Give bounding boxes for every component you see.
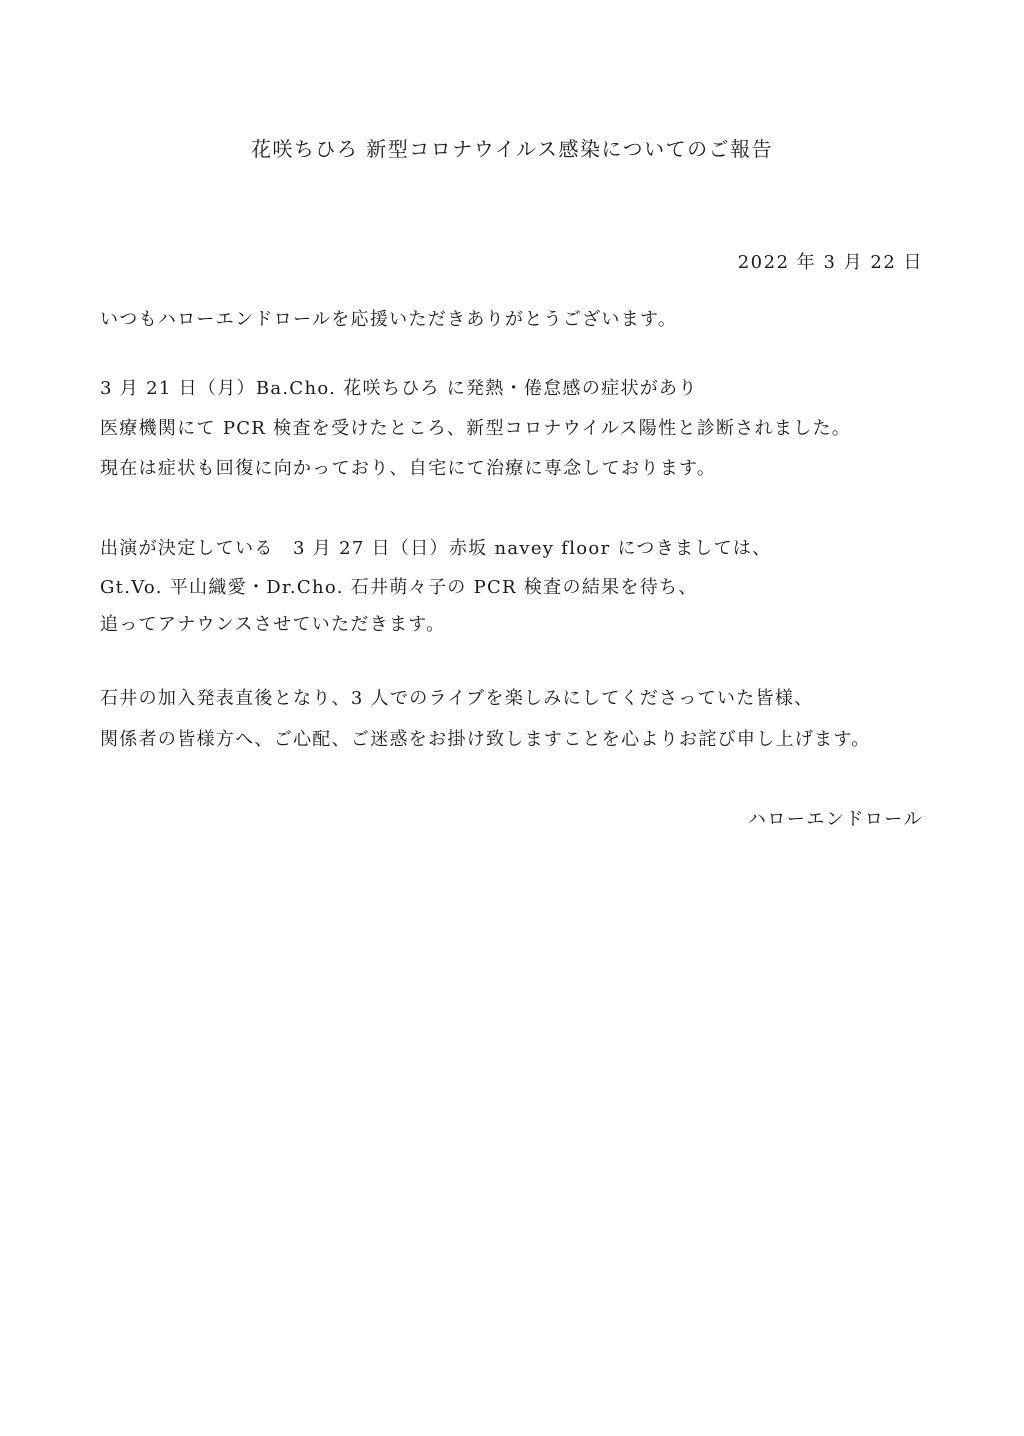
document-date: 2022 年 3 月 22 日 [737,252,923,273]
paragraph1-line2: 医療機関にて PCR 検査を受けたところ、新型コロナウイルス陽性と診断されました。 [100,418,852,439]
paragraph2-line2: Gt.Vo. 平山織愛・Dr.Cho. 石井萌々子の PCR 検査の結果を待ち、 [100,577,698,598]
paragraph2-line1: 出演が決定している 3 月 27 日（日）赤坂 navey floor につきましては、 [100,538,772,559]
signature: ハローエンドロール [747,809,923,830]
paragraph3-line2: 関係者の皆様方へ、ご心配、ご迷惑をお掛け致しますことを心よりお詫び申し上げます。 [100,729,871,750]
greeting-line: いつもハローエンドロールを応援いただきありがとうございます。 [100,309,678,330]
paragraph1-line1: 3 月 21 日（月）Ba.Cho. 花咲ちひろ に発熱・倦怠感の症状があり [100,378,698,399]
paragraph1-line3: 現在は症状も回復に向かっており、自宅にて治療に専念しております。 [100,458,717,479]
paragraph2-line3: 追ってアナウンスさせていただきます。 [100,614,446,635]
document-title: 花咲ちひろ 新型コロナウイルス感染についてのご報告 [250,137,774,161]
paragraph3-line1: 石井の加入発表直後となり、3 人でのライブを楽しみにしてくださっていた皆様、 [100,688,814,709]
